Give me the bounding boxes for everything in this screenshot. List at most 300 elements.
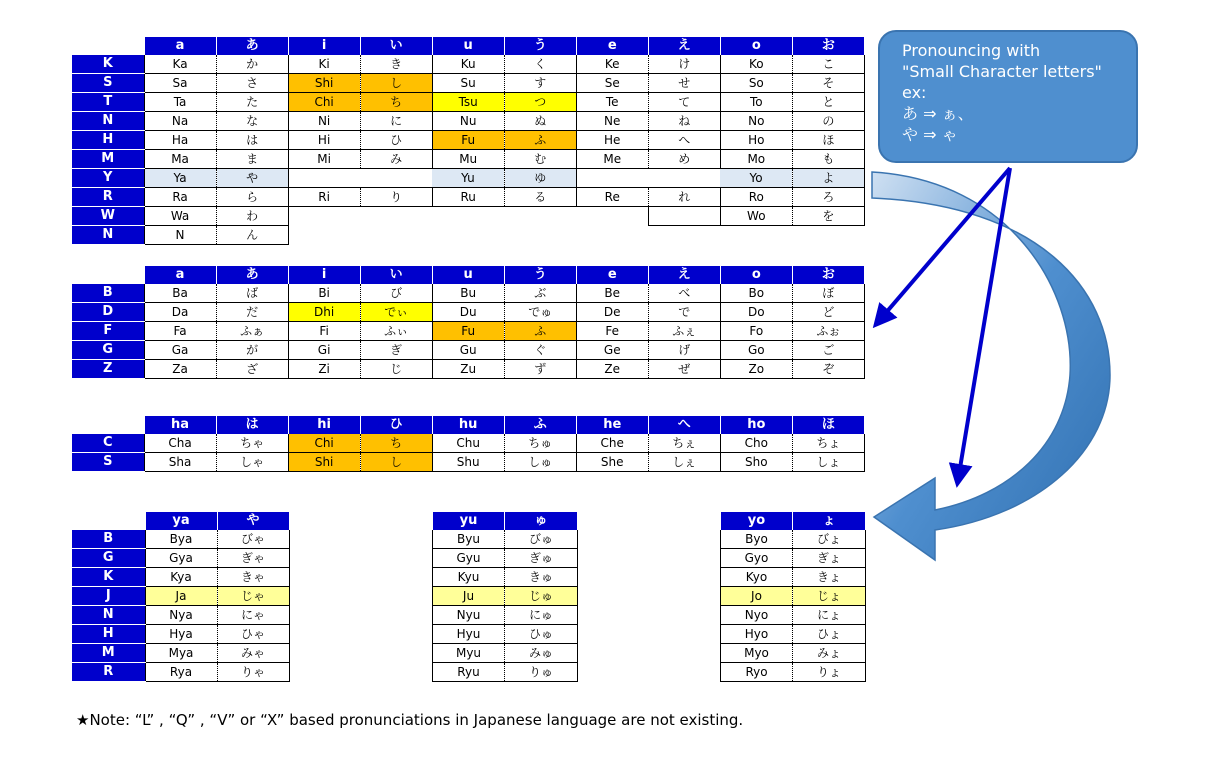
table-cell (576, 169, 648, 188)
table-cell: Nya (145, 606, 217, 625)
table-cell: みょ (793, 644, 866, 663)
table-row (721, 625, 866, 644)
col-header: u (432, 266, 504, 284)
col-header: ひ (360, 416, 432, 434)
col-header: ゅ (505, 512, 578, 530)
table-cell: め (648, 150, 720, 169)
table-cell: Me (576, 150, 648, 169)
table-cell: ひ (360, 131, 432, 150)
table-cell: Ze (576, 360, 648, 379)
table-cell: Ryu (433, 663, 505, 682)
table-cell: Ru (432, 188, 504, 207)
col-header: え (648, 37, 720, 55)
table-cell (288, 226, 360, 245)
ya-table-body (72, 530, 289, 682)
table-cell: の (792, 112, 864, 131)
table-cell (648, 207, 720, 226)
table-cell: Tsu (432, 93, 504, 112)
row-label: M (72, 150, 144, 169)
row-label: W (72, 207, 144, 226)
table-cell: に (360, 112, 432, 131)
col-header: o (720, 266, 792, 284)
table-cell: Na (144, 112, 216, 131)
table-cell (648, 169, 720, 188)
table-cell: ふぇ (648, 322, 720, 341)
table-cell: Fo (720, 322, 792, 341)
table-cell: し (360, 453, 432, 472)
col-header: う (504, 37, 576, 55)
voiced-table-body (72, 284, 865, 379)
table-cell: Ju (433, 587, 505, 606)
table-cell: も (792, 150, 864, 169)
row-label: G (72, 549, 145, 568)
row-label: F (72, 322, 144, 341)
table-cell: Nyu (433, 606, 505, 625)
table-cell: Ga (144, 341, 216, 360)
table-cell: Ko (720, 55, 792, 74)
table-cell: Gu (432, 341, 504, 360)
table-cell: Ge (576, 341, 648, 360)
table-cell: きゃ (217, 568, 289, 587)
table-cell: ぎょ (793, 549, 866, 568)
table-cell: ぎゃ (217, 549, 289, 568)
table-cell: Du (432, 303, 504, 322)
col-header: o (720, 37, 792, 55)
table-cell: Ryo (721, 663, 793, 682)
table-cell: Sha (144, 453, 216, 472)
col-header: や (217, 512, 289, 530)
table-cell: Shi (288, 453, 360, 472)
table-cell: To (720, 93, 792, 112)
table-row (721, 663, 866, 682)
table-cell: Ro (720, 188, 792, 207)
table-cell: Go (720, 341, 792, 360)
table-row (72, 606, 289, 625)
table-cell: ぐ (504, 341, 576, 360)
table-cell (360, 169, 432, 188)
table-row (433, 663, 578, 682)
table-row (72, 341, 865, 360)
table-cell: ぼ (792, 284, 864, 303)
table-row (72, 453, 865, 472)
table-cell: Fe (576, 322, 648, 341)
table-cell: Ki (288, 55, 360, 74)
table-cell: ちぇ (648, 434, 720, 453)
row-label: H (72, 625, 145, 644)
table-cell: た (216, 93, 288, 112)
table-cell: りょ (793, 663, 866, 682)
col-header: ょ (793, 512, 866, 530)
col-header: ほ (792, 416, 864, 434)
table-cell: れ (648, 188, 720, 207)
table-cell: Kyu (433, 568, 505, 587)
ya-header-row (72, 512, 289, 530)
row-label: B (72, 530, 145, 549)
table-cell: べ (648, 284, 720, 303)
table-row (72, 568, 289, 587)
basic-syllable-table (72, 37, 865, 245)
yo-syllable-table (720, 512, 866, 682)
table-cell (432, 226, 504, 245)
col-header: ho (720, 416, 792, 434)
table-cell: Sa (144, 74, 216, 93)
row-label: K (72, 568, 145, 587)
row-label: G (72, 341, 144, 360)
table-cell: Cha (144, 434, 216, 453)
table-cell: つ (504, 93, 576, 112)
table-cell: Da (144, 303, 216, 322)
row-label: R (72, 663, 145, 682)
table-cell: ね (648, 112, 720, 131)
yu-syllable-table (432, 512, 578, 682)
table-cell: ぬ (504, 112, 576, 131)
col-header: お (792, 37, 864, 55)
table-cell: り (360, 188, 432, 207)
table-cell (360, 226, 432, 245)
table-cell: Mo (720, 150, 792, 169)
table-cell: ひゃ (217, 625, 289, 644)
table-cell: じゃ (217, 587, 289, 606)
table-cell: Hi (288, 131, 360, 150)
col-header: a (144, 266, 216, 284)
col-header: hu (432, 416, 504, 434)
table-cell: む (504, 150, 576, 169)
table-cell: さ (216, 74, 288, 93)
row-label: H (72, 131, 144, 150)
table-cell: Fu (432, 322, 504, 341)
table-cell: じ (360, 360, 432, 379)
table-row (72, 207, 865, 226)
table-cell: ん (216, 226, 288, 245)
table-cell: Gyo (721, 549, 793, 568)
table-cell: にょ (793, 606, 866, 625)
table-cell: No (720, 112, 792, 131)
table-row (72, 131, 865, 150)
table-cell: Ne (576, 112, 648, 131)
footnote: ★Note: “L” , “Q” , “V” or “X” based pronunciations in Japanese language are not existing. (76, 711, 744, 729)
table-row (72, 360, 865, 379)
table-cell: る (504, 188, 576, 207)
table-cell: し (360, 74, 432, 93)
table-cell: Zi (288, 360, 360, 379)
table-cell (576, 207, 648, 226)
table-cell: Sho (720, 453, 792, 472)
table-cell: ゆ (504, 169, 576, 188)
basic-table-body (72, 55, 865, 245)
table-cell: ら (216, 188, 288, 207)
table-cell: Hyu (433, 625, 505, 644)
table-row (433, 644, 578, 663)
table-cell (792, 226, 864, 245)
col-header: e (576, 266, 648, 284)
table-cell: ちょ (792, 434, 864, 453)
table-cell: Nyo (721, 606, 793, 625)
table-cell: みゅ (505, 644, 578, 663)
yu-header-row (433, 512, 578, 530)
table-cell: ほ (792, 131, 864, 150)
row-label: Z (72, 360, 144, 379)
table-cell: へ (648, 131, 720, 150)
table-cell: Gi (288, 341, 360, 360)
col-header: ya (145, 512, 217, 530)
table-cell: じょ (793, 587, 866, 606)
small-character-callout (878, 30, 1138, 163)
row-label: R (72, 188, 144, 207)
col-header: あ (216, 266, 288, 284)
row-label: M (72, 644, 145, 663)
table-cell: び (360, 284, 432, 303)
table-cell: ふ (504, 131, 576, 150)
table-cell: De (576, 303, 648, 322)
table-cell: Kyo (721, 568, 793, 587)
table-cell: Gyu (433, 549, 505, 568)
col-header: い (360, 266, 432, 284)
table-cell: ば (216, 284, 288, 303)
table-cell: Re (576, 188, 648, 207)
table-cell: Zu (432, 360, 504, 379)
table-row (721, 530, 866, 549)
row-label: T (72, 93, 144, 112)
ch-sh-syllable-table (72, 416, 865, 472)
table-cell: Zo (720, 360, 792, 379)
table-row (72, 644, 289, 663)
callout-line: ex: (902, 83, 927, 102)
table-cell: だ (216, 303, 288, 322)
table-cell: ち (360, 434, 432, 453)
table-cell (360, 207, 432, 226)
table-cell (288, 207, 360, 226)
table-cell: を (792, 207, 864, 226)
table-cell: ぎ (360, 341, 432, 360)
table-cell (432, 207, 504, 226)
table-cell: Wa (144, 207, 216, 226)
row-label: D (72, 303, 144, 322)
col-header: i (288, 37, 360, 55)
table-cell: て (648, 93, 720, 112)
table-cell: Rya (145, 663, 217, 682)
table-row (72, 663, 289, 682)
table-cell: しゃ (216, 453, 288, 472)
table-cell: でゅ (504, 303, 576, 322)
table-cell: Ya (144, 169, 216, 188)
yo-table-body (721, 530, 866, 682)
table-cell: きょ (793, 568, 866, 587)
table-cell: Mya (145, 644, 217, 663)
table-row (721, 606, 866, 625)
table-cell: Fu (432, 131, 504, 150)
table-cell: N (144, 226, 216, 245)
table-cell: と (792, 93, 864, 112)
table-cell: Shu (432, 453, 504, 472)
table-cell: Dhi (288, 303, 360, 322)
table-cell: にゃ (217, 606, 289, 625)
table-cell: Byo (721, 530, 793, 549)
table-cell (504, 207, 576, 226)
table-cell: ち (360, 93, 432, 112)
table-row (72, 587, 289, 606)
table-cell: Bu (432, 284, 504, 303)
table-cell: きゅ (505, 568, 578, 587)
table-cell: ふぉ (792, 322, 864, 341)
table-cell: びょ (793, 530, 866, 549)
table-cell: Mi (288, 150, 360, 169)
ch-header-row (72, 416, 865, 434)
table-cell: Myu (433, 644, 505, 663)
col-header: ふ (504, 416, 576, 434)
table-cell: Ra (144, 188, 216, 207)
table-cell: Hyo (721, 625, 793, 644)
table-cell: こ (792, 55, 864, 74)
table-cell: しょ (792, 453, 864, 472)
table-cell: Te (576, 93, 648, 112)
table-cell: He (576, 131, 648, 150)
table-cell: びゃ (217, 530, 289, 549)
table-corner (72, 37, 144, 55)
row-label: K (72, 55, 144, 74)
col-header: へ (648, 416, 720, 434)
table-cell: Chi (288, 93, 360, 112)
table-cell: She (576, 453, 648, 472)
table-cell: Gya (145, 549, 217, 568)
table-cell: Bi (288, 284, 360, 303)
table-cell: や (216, 169, 288, 188)
table-cell: Ke (576, 55, 648, 74)
row-label: N (72, 226, 144, 245)
ch-table-body (72, 434, 865, 472)
callout-line: や ⇒ ゃ (902, 125, 958, 144)
table-row (72, 303, 865, 322)
col-header: う (504, 266, 576, 284)
table-cell: ふぃ (360, 322, 432, 341)
table-cell: びゅ (505, 530, 578, 549)
table-cell: Byu (433, 530, 505, 549)
col-header: yu (433, 512, 505, 530)
row-label: C (72, 434, 144, 453)
table-row (72, 625, 289, 644)
table-cell: な (216, 112, 288, 131)
table-cell: Ta (144, 93, 216, 112)
col-header: え (648, 266, 720, 284)
table-cell: Ha (144, 131, 216, 150)
table-cell: げ (648, 341, 720, 360)
table-cell: Ba (144, 284, 216, 303)
table-row (72, 112, 865, 131)
table-cell (504, 226, 576, 245)
table-cell: Se (576, 74, 648, 93)
table-cell: ふ (504, 322, 576, 341)
table-row (433, 587, 578, 606)
row-label: N (72, 112, 144, 131)
table-cell: け (648, 55, 720, 74)
table-cell: ちゃ (216, 434, 288, 453)
table-row (721, 549, 866, 568)
table-cell: わ (216, 207, 288, 226)
table-cell: ど (792, 303, 864, 322)
col-header: a (144, 37, 216, 55)
col-header: お (792, 266, 864, 284)
table-row (72, 322, 865, 341)
col-header: u (432, 37, 504, 55)
table-row (72, 150, 865, 169)
table-cell: Jo (721, 587, 793, 606)
table-cell: ぎゅ (505, 549, 578, 568)
ya-syllable-table (72, 512, 290, 682)
col-header: i (288, 266, 360, 284)
table-cell: は (216, 131, 288, 150)
table-cell: Chi (288, 434, 360, 453)
table-cell: Fa (144, 322, 216, 341)
table-cell: ちゅ (504, 434, 576, 453)
table-cell: が (216, 341, 288, 360)
table-corner (72, 266, 144, 284)
table-cell: ぜ (648, 360, 720, 379)
table-cell: Kya (145, 568, 217, 587)
row-label: S (72, 453, 144, 472)
table-row (433, 568, 578, 587)
table-row (433, 606, 578, 625)
table-cell: Nu (432, 112, 504, 131)
yo-header-row (721, 512, 866, 530)
table-cell: Ni (288, 112, 360, 131)
table-row (721, 644, 866, 663)
col-header: い (360, 37, 432, 55)
table-cell: そ (792, 74, 864, 93)
table-cell: Bya (145, 530, 217, 549)
table-cell: ざ (216, 360, 288, 379)
table-row (72, 93, 865, 112)
table-cell: ろ (792, 188, 864, 207)
yu-table-body (433, 530, 578, 682)
table-cell: せ (648, 74, 720, 93)
col-header: は (216, 416, 288, 434)
table-cell: Myo (721, 644, 793, 663)
table-cell: ひゅ (505, 625, 578, 644)
table-cell: Cho (720, 434, 792, 453)
table-cell: Ja (145, 587, 217, 606)
callout-line: あ ⇒ ぁ、 (902, 104, 974, 123)
table-cell: Mu (432, 150, 504, 169)
table-cell: So (720, 74, 792, 93)
table-cell: ぞ (792, 360, 864, 379)
table-row (72, 434, 865, 453)
table-cell (648, 226, 720, 245)
table-cell: りゃ (217, 663, 289, 682)
voiced-syllable-table (72, 266, 865, 379)
table-row (72, 549, 289, 568)
col-header: he (576, 416, 648, 434)
table-cell: ず (504, 360, 576, 379)
table-cell (720, 226, 792, 245)
row-label: B (72, 284, 144, 303)
table-row (72, 55, 865, 74)
table-cell: にゅ (505, 606, 578, 625)
table-cell: Ma (144, 150, 216, 169)
table-corner (72, 416, 144, 434)
table-cell: ぶ (504, 284, 576, 303)
table-cell: よ (792, 169, 864, 188)
row-label: Y (72, 169, 144, 188)
table-row (72, 284, 865, 303)
table-cell: しぇ (648, 453, 720, 472)
table-cell: Ku (432, 55, 504, 74)
callout-line: "Small Character letters" (902, 62, 1102, 81)
table-row (72, 169, 865, 188)
table-row (72, 530, 289, 549)
row-label: S (72, 74, 144, 93)
voiced-header-row (72, 266, 865, 284)
table-cell: Che (576, 434, 648, 453)
table-row (72, 74, 865, 93)
